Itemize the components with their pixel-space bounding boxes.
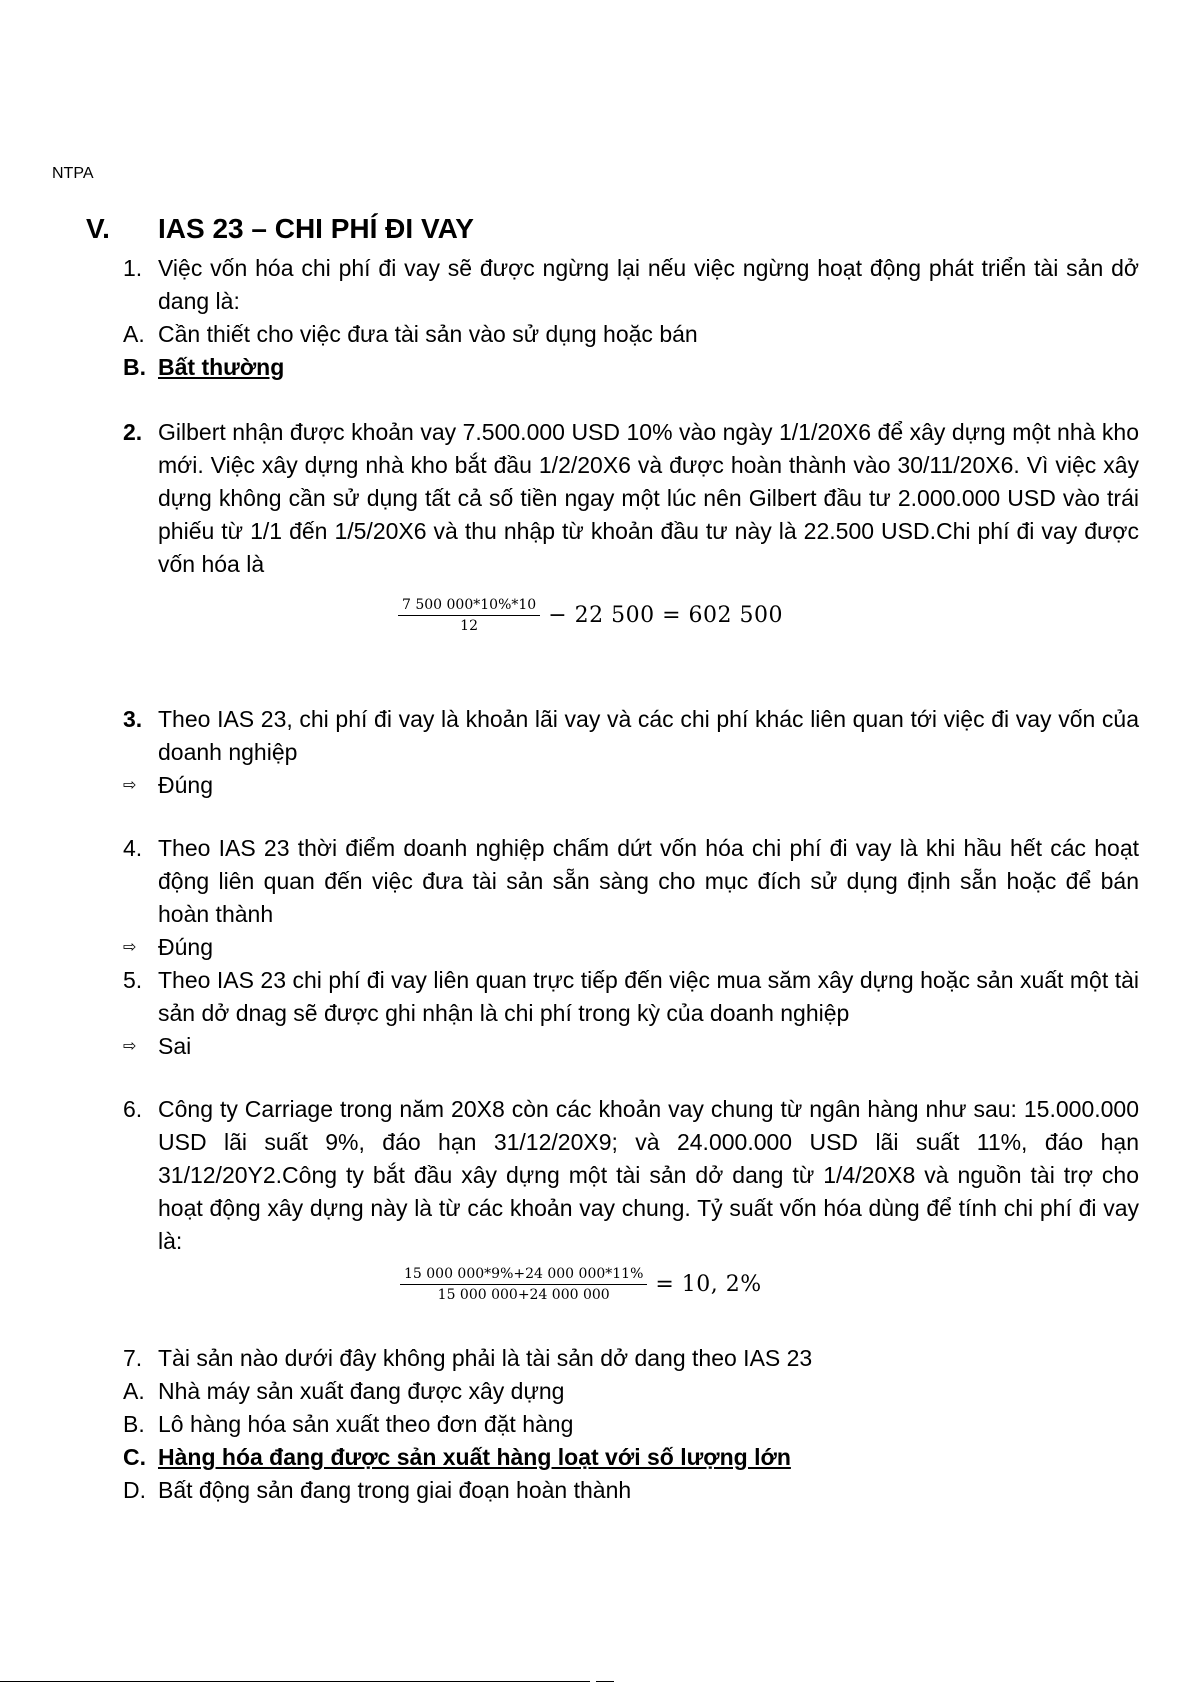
question-3 [123,703,1139,769]
option-b [123,1408,1139,1441]
option-text: Nhà máy sản xuất đang được xây dựng [158,1378,565,1404]
option-text: Bất động sản đang trong giai đoạn hoàn thành [158,1477,632,1503]
question-text: Theo IAS 23 thời điểm doanh nghiệp chấm dứt vốn hóa chi phí đi vay là khi hầu hết các hoạt động liên quan đến việc đưa tài sản sẵn sàng cho mục đích sử dụng định sẵn hoặc để bán hoàn thành [158,835,1139,927]
question-text: Gilbert nhận được khoản vay 7.500.000 USD 10% vào ngày 1/1/20X6 để xây dựng một nhà kho mới. Việc xây dựng nhà kho bắt đầu 1/2/20X6 và được hoàn thành vào 30/11/20X6. Vì việc xây dựng không cần sử dụng tất cả số tiền ngay một lúc nên Gilbert đầu tư 2.000.000 USD vào trái phiếu từ 1/1 đến 1/5/20X6 và thu nhập từ khoản đầu tư này là 22.500 USD.Chi phí đi vay được vốn hóa là [158,419,1139,577]
answer-row [123,931,1139,964]
fraction-denominator: 15 000 000+24 000 000 [437,1286,610,1303]
correct-option-text: Bất thường [158,354,285,380]
formula-capitalization-rate [400,1262,1139,1306]
answer-row [123,1030,1139,1063]
header-tag: NTPA [52,165,94,182]
page-bottom-tick [596,1681,614,1682]
section-number: V. [86,213,110,244]
option-letter: A. [123,1378,145,1404]
fraction [400,1265,647,1304]
formula-capitalized-cost [398,593,1139,637]
arrow-right-icon: ⇨ [123,777,137,794]
question-text: Theo IAS 23, chi phí đi vay là khoản lãi vay và các chi phí khác liên quan tới việc đi vay vốn của doanh nghiệp [158,706,1139,765]
option-letter: C. [123,1444,146,1470]
formula-result: − 22 500 = 602 500 [548,602,783,628]
option-b-correct [123,351,1139,384]
question-1 [123,252,1139,318]
option-a [123,1375,1139,1408]
question-4 [123,832,1139,931]
answer-text: Đúng [158,934,213,960]
answer-text: Sai [158,1033,192,1059]
question-text: Tài sản nào dưới đây không phải là tài sản dở dang theo IAS 23 [158,1345,813,1371]
formula-result: = 10, 2% [655,1271,762,1297]
fraction-numerator: 15 000 000*9%+24 000 000*11% [400,1265,647,1285]
fraction [398,596,540,635]
option-letter: D. [123,1477,146,1503]
section-title [86,213,474,245]
option-text: Cần thiết cho việc đưa tài sản vào sử dụng hoặc bán [158,321,698,347]
page-bottom-rule [0,1681,590,1682]
question-number: 6. [123,1096,143,1122]
question-5 [123,964,1139,1030]
question-text: Công ty Carriage trong năm 20X8 còn các khoản vay chung từ ngân hàng như sau: 15.000.000 USD lãi suất 9%, đáo hạn 31/12/20X9; và 24.000.000 USD lãi suất 11%, đáo hạn 31/12/20Y2.Công ty bắt đầu xây dựng một tài sản dở dang từ 1/4/20X8 và nguồn tài trợ cho hoạt động xây dựng này là từ các khoản vay chung. Tỷ suất vốn hóa dùng để tính chi phí đi vay là: [158,1096,1139,1254]
option-letter: B. [123,1411,145,1437]
option-a [123,318,1139,351]
option-d [123,1474,1139,1507]
question-number: 2. [123,419,143,445]
fraction-denominator: 12 [460,617,478,634]
option-letter: B. [123,354,146,380]
option-text: Lô hàng hóa sản xuất theo đơn đặt hàng [158,1411,574,1437]
fraction-numerator: 7 500 000*10%*10 [398,596,540,616]
question-6 [123,1093,1139,1258]
question-number: 5. [123,967,143,993]
option-c-correct [123,1441,1139,1474]
arrow-right-icon: ⇨ [123,1038,137,1055]
question-number: 4. [123,835,143,861]
question-number: 1. [123,255,143,281]
answer-row [123,769,1139,802]
question-7 [123,1342,1139,1375]
section-title-text: IAS 23 – CHI PHÍ ĐI VAY [158,213,474,244]
option-letter: A. [123,321,145,347]
question-number: 3. [123,706,143,732]
question-text: Theo IAS 23 chi phí đi vay liên quan trực tiếp đến việc mua săm xây dựng hoặc sản xuất một tài sản dở dnag sẽ được ghi nhận là chi phí trong kỳ của doanh nghiệp [158,967,1139,1026]
question-text: Việc vốn hóa chi phí đi vay sẽ được ngừng lại nếu việc ngừng hoạt động phát triển tài sản dở dang là: [158,255,1139,314]
arrow-right-icon: ⇨ [123,939,137,956]
answer-text: Đúng [158,772,213,798]
question-number: 7. [123,1345,143,1371]
correct-option-text: Hàng hóa đang được sản xuất hàng loạt với số lượng lớn [158,1444,791,1470]
question-list [123,252,1139,1507]
question-2 [123,416,1139,581]
